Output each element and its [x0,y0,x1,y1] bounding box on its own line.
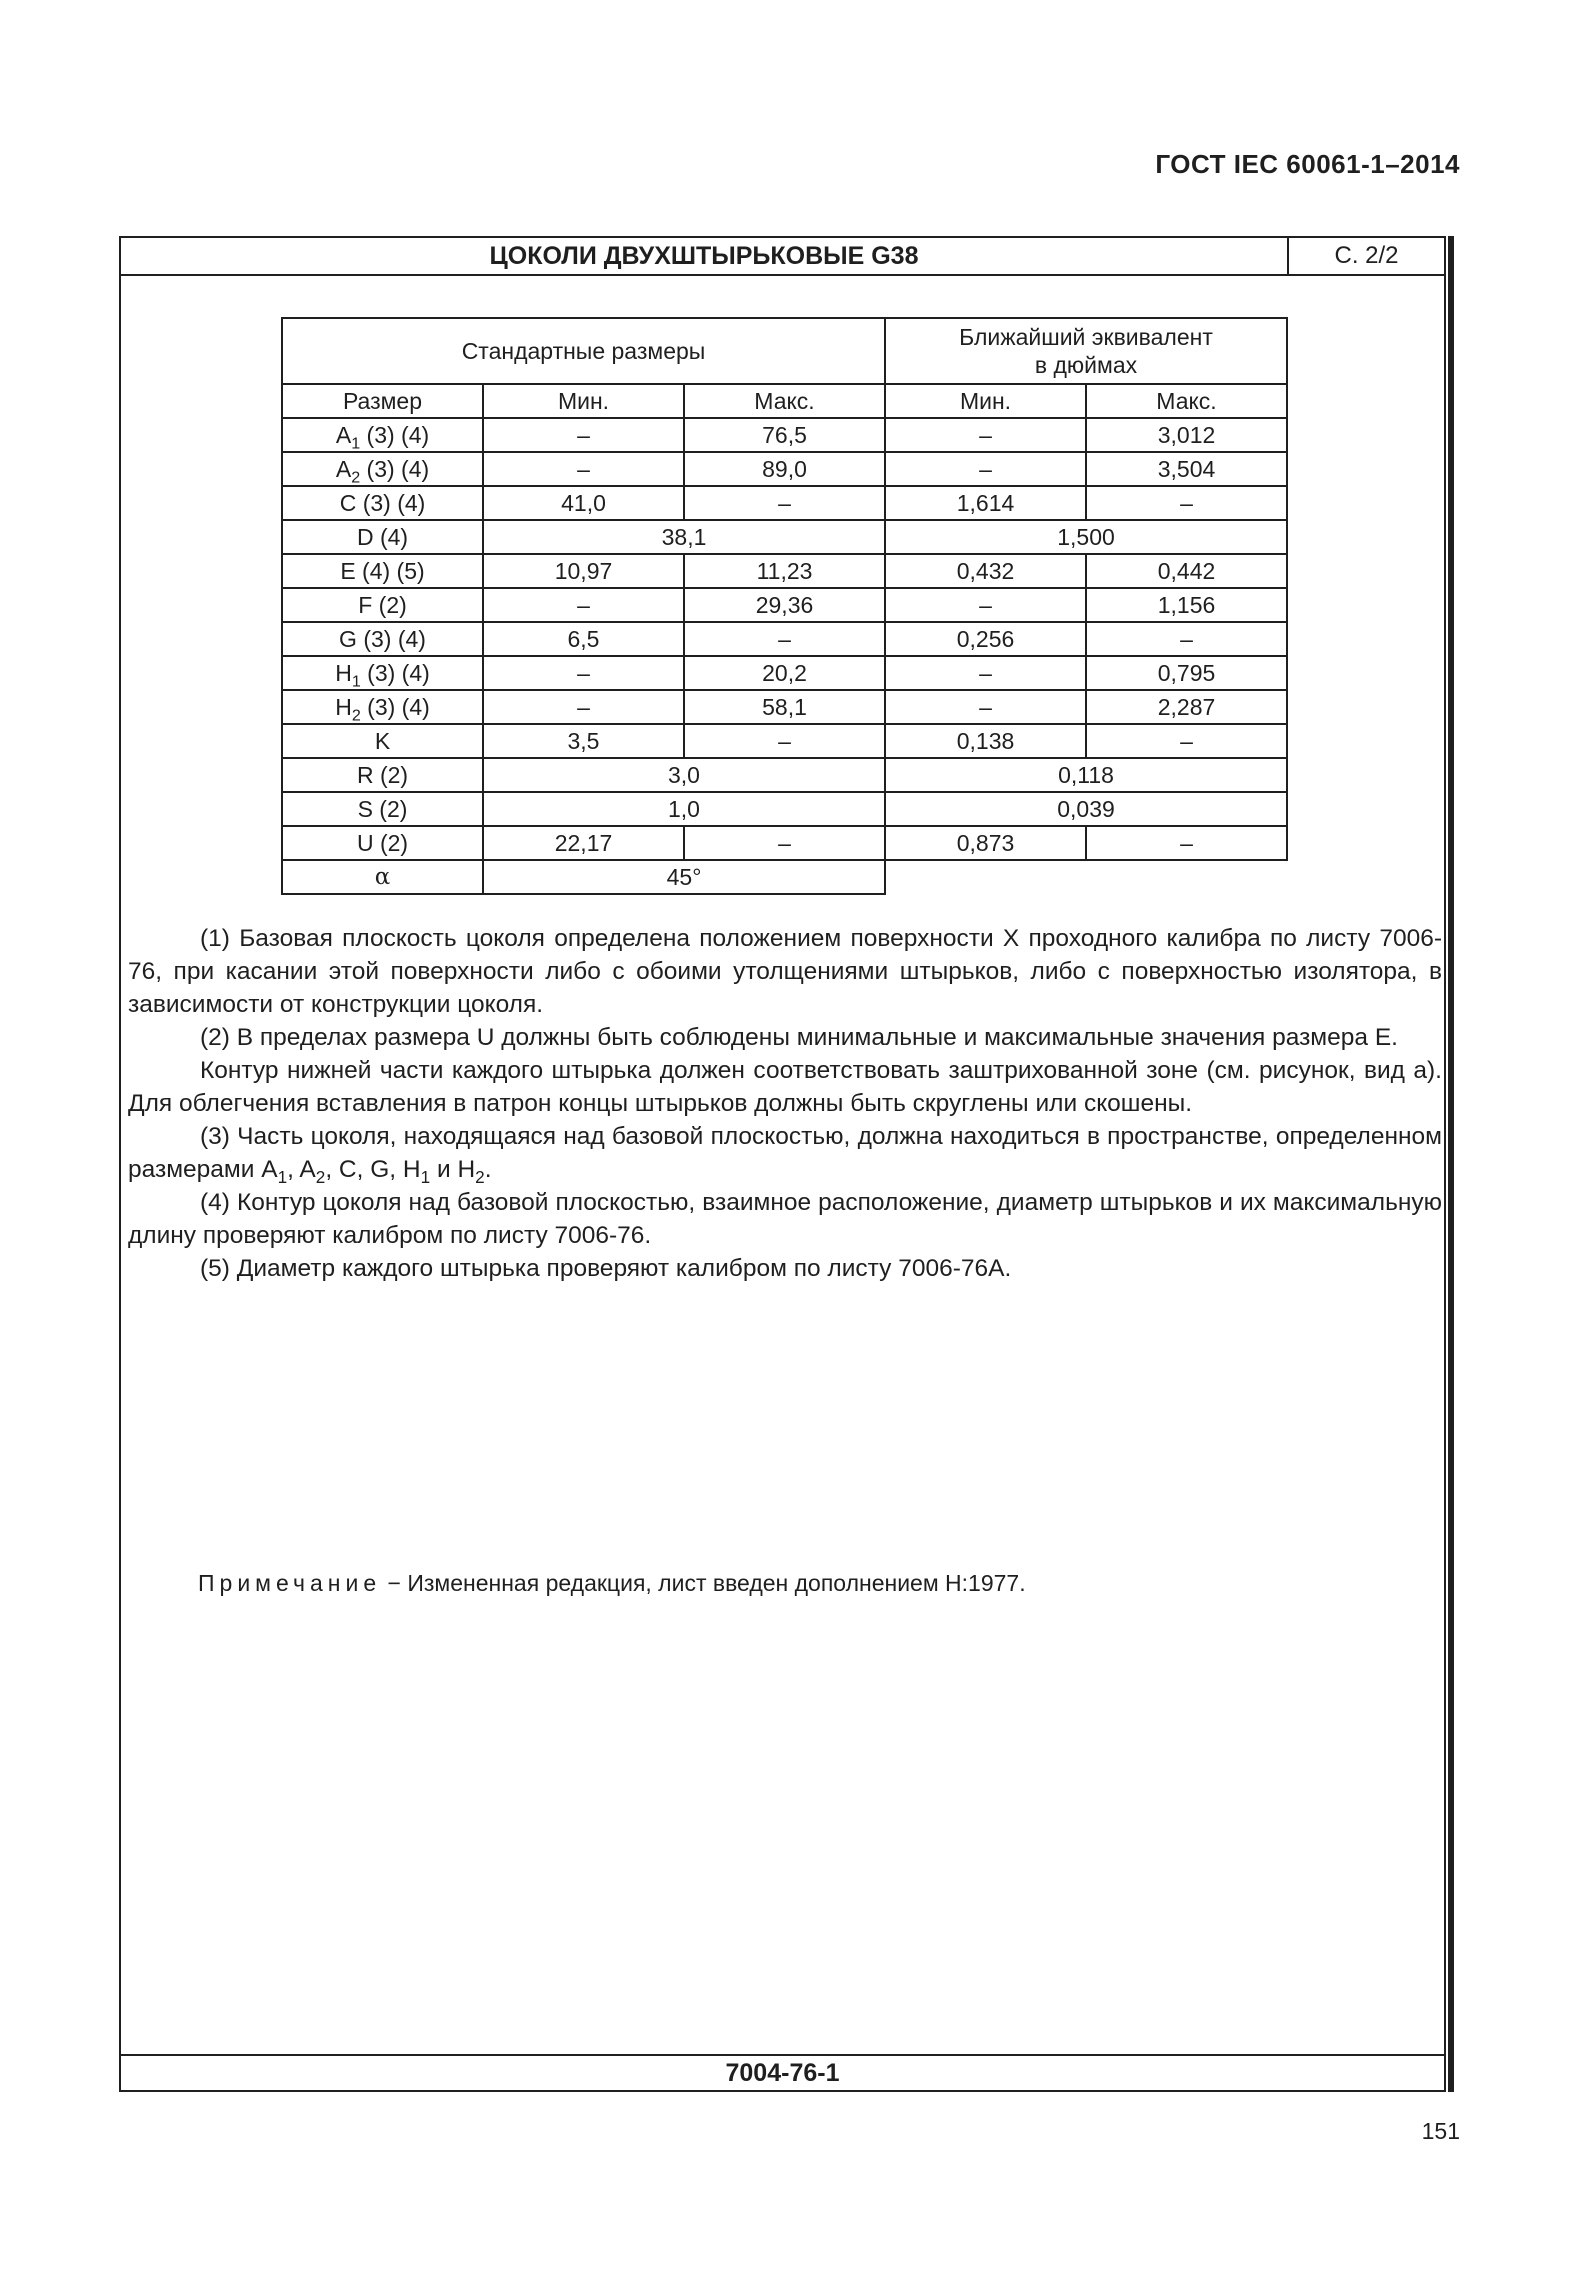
sheet-header [121,238,1444,276]
group-inch-line2: в дюймах [1034,352,1138,378]
row-label: K [282,724,483,758]
sheet-footer: 7004-76-1 [121,2054,1444,2090]
row-label: $H_1$ (3) (4) [282,656,483,690]
table-cell: 22,17 [483,826,684,860]
table-row [282,724,1287,758]
table-cell: 58,1 [684,690,885,724]
table-cell: – [684,622,885,656]
column-header-row [282,384,1287,418]
table-cell: 2,287 [1086,690,1287,724]
table-cell: 0,873 [885,826,1086,860]
row-label: S (2) [282,792,483,826]
row-label: α [282,860,483,894]
table-cell: 41,0 [483,486,684,520]
table-cell: 0,795 [1086,656,1287,690]
table-cell-merged: 38,1 [483,520,885,554]
notes-block [128,922,1442,1285]
table-cell-merged: 1,500 [885,520,1287,554]
column-header: Размер [282,384,483,418]
table-row [282,486,1287,520]
column-header: Макс. [684,384,885,418]
row-label: C (3) (4) [282,486,483,520]
table-cell: 76,5 [684,418,885,452]
primechanie-label: Примечание [198,1570,382,1596]
note-3: (3) Часть цоколя, находящаяся над базовой плоскостью, должна находиться в пространстве, определенном размерами $A_1$, $A_2$, C, G, $H_1$ и $H_2$. [128,1123,1442,1187]
row-label: F (2) [282,588,483,622]
table-cell: 0,138 [885,724,1086,758]
table-row [282,792,1287,826]
row-label: E (4) (5) [282,554,483,588]
table-cell: 3,5 [483,724,684,758]
page-number: 151 [1421,2118,1460,2144]
note-5: (5) Диаметр каждого штырька проверяют калибром по листу 7006-76А. [200,1255,1012,1282]
group-inch-header [885,318,1287,384]
table-row [282,622,1287,656]
table-cell: 1,156 [1086,588,1287,622]
column-header: Мин. [885,384,1086,418]
table-cell: – [1086,486,1287,520]
table-cell: 20,2 [684,656,885,690]
table-cell: 10,97 [483,554,684,588]
row-label: G (3) (4) [282,622,483,656]
row-label: $A_2$ (3) (4) [282,452,483,486]
table-cell: – [483,418,684,452]
table-cell: – [684,724,885,758]
table-cell: – [483,690,684,724]
table-cell: – [1086,826,1287,860]
table-cell: – [885,656,1086,690]
table-cell-merged: 0,039 [885,792,1287,826]
table-cell: 6,5 [483,622,684,656]
table-cell: 0,432 [885,554,1086,588]
table-row [282,520,1287,554]
row-label: $A_1$ (3) (4) [282,418,483,452]
table-cell: 29,36 [684,588,885,622]
table-cell: – [684,826,885,860]
table-cell: – [1086,724,1287,758]
row-label: $H_2$ (3) (4) [282,690,483,724]
table-row [282,826,1287,860]
row-label: R (2) [282,758,483,792]
row-label: U (2) [282,826,483,860]
table-cell: – [885,588,1086,622]
table-cell: – [885,690,1086,724]
sheet-title: ЦОКОЛИ ДВУХШТЫРЬКОВЫЕ G38 [121,238,1289,274]
column-header: Мин. [483,384,684,418]
table-cell: 3,504 [1086,452,1287,486]
table-cell: 89,0 [684,452,885,486]
table-cell: 1,614 [885,486,1086,520]
note-primechanie [198,1570,1026,1597]
document-code: ГОСТ IEC 60061-1–2014 [1155,149,1460,179]
table-cell: – [1086,622,1287,656]
table-row [282,690,1287,724]
table-row [282,418,1287,452]
table-row [282,758,1287,792]
table-cell: – [885,452,1086,486]
sheet-frame-thick-edge [1448,236,1454,2092]
table-row [282,656,1287,690]
table-cell: 11,23 [684,554,885,588]
table-cell: – [684,486,885,520]
sheet-page: С. 2/2 [1334,242,1399,269]
table-cell: – [483,656,684,690]
table-cell: 0,442 [1086,554,1287,588]
group-standard-header: Стандартные размеры [282,318,885,384]
table-cell: – [483,588,684,622]
note-4: (4) Контур цоколя над базовой плоскостью, взаимное расположение, диаметр штырьков и их максимальную длину проверяют калибром по листу 7006-76. [128,1189,1442,1249]
table-row [282,588,1287,622]
table-row [282,860,1287,894]
note-2-continued: Контур нижней части каждого штырька должен соответствовать заштрихованной зоне (см. рисунок, вид а). Для облегчения вставления в патрон концы штырьков должны быть скруглены или скошены. [128,1057,1442,1117]
table-cell: – [483,452,684,486]
group-inch-line1: Ближайший эквивалент [959,324,1213,350]
note-2: (2) В пределах размера U должны быть соблюдены минимальные и максимальные значения размера E. [200,1024,1398,1051]
note-1: (1) Базовая плоскость цоколя определена положением поверхности X проходного калибра по листу 7006-76, при касании этой поверхности либо с обоими утолщениями штырьков, либо с поверхностью изолятора, в зависимости от конструкции цоколя. [128,925,1442,1018]
table-cell: 0,256 [885,622,1086,656]
table-row [282,554,1287,588]
primechanie-text: − Измененная редакция, лист введен дополнением Н:1977. [381,1570,1026,1596]
sheet-frame [119,236,1446,2092]
column-header: Макс. [1086,384,1287,418]
table-cell: – [885,418,1086,452]
table-cell-merged: 3,0 [483,758,885,792]
row-label: D (4) [282,520,483,554]
dimensions-table [281,317,1288,895]
table-cell: 3,012 [1086,418,1287,452]
table-row [282,452,1287,486]
table-cell-merged: 0,118 [885,758,1287,792]
table-cell-merged: 1,0 [483,792,885,826]
table-cell-merged: 45° [483,860,885,894]
